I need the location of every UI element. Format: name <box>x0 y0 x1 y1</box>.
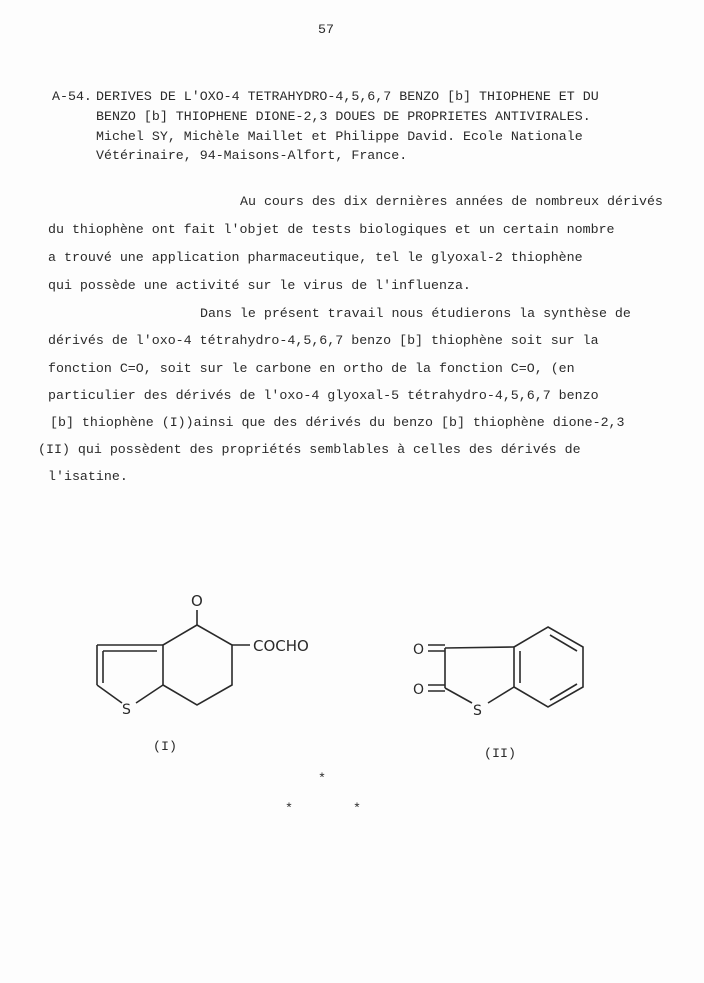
paragraph-line: (II) qui possèdent des propriétés semblables à celles des dérivés de <box>38 442 581 457</box>
structure-I-oxygen: O <box>191 592 203 610</box>
paragraph-line: du thiophène ont fait l'objet de tests biologiques et un certain nombre <box>48 222 615 237</box>
paragraph-line: qui possède une activité sur le virus de l'influenza. <box>48 278 471 293</box>
page-number: 57 <box>318 22 334 37</box>
structure-II-oxygen: O <box>413 642 425 658</box>
paragraph-line: [b] thiophène (I))ainsi que des dérivés du benzo [b] thiophène dione-2,3 <box>50 415 625 430</box>
abstract-title-line: DERIVES DE L'OXO-4 TETRAHYDRO-4,5,6,7 BENZO [b] THIOPHENE ET DU <box>96 89 599 104</box>
structure-I-substituent: COCHO <box>253 637 309 655</box>
separator-asterisk: * <box>318 771 326 786</box>
paragraph-line: fonction C=O, soit sur le carbone en ortho de la fonction C=O, (en <box>48 361 575 376</box>
structure-I-label: (I) <box>153 739 177 754</box>
paragraph-line: Au cours des dix dernières années de nombreux dérivés <box>240 194 663 209</box>
separator-asterisk: * <box>353 801 361 816</box>
paragraph-line: a trouvé une application pharmaceutique, tel le glyoxal-2 thiophène <box>48 250 583 265</box>
abstract-affiliation: Vétérinaire, 94-Maisons-Alfort, France. <box>96 148 408 163</box>
abstract-id: A-54. <box>52 89 92 104</box>
abstract-title-line: BENZO [b] THIOPHENE DIONE-2,3 DOUES DE PROPRIETES ANTIVIRALES. <box>96 109 591 124</box>
paragraph-line: l'isatine. <box>48 469 128 484</box>
separator-asterisk: * <box>285 801 293 816</box>
paragraph-line: particulier des dérivés de l'oxo-4 glyoxal-5 tétrahydro-4,5,6,7 benzo <box>48 388 599 403</box>
structure-II-oxygen: O <box>413 682 425 698</box>
structure-II <box>428 627 583 707</box>
paragraph-line: dérivés de l'oxo-4 tétrahydro-4,5,6,7 benzo [b] thiophène soit sur la <box>48 333 599 348</box>
structure-II-label: (II) <box>484 746 516 761</box>
structure-II-sulfur: S <box>473 703 482 719</box>
structure-I <box>97 610 250 705</box>
paragraph-line: Dans le présent travail nous étudierons la synthèse de <box>200 306 631 321</box>
abstract-authors: Michel SY, Michèle Maillet et Philippe David. Ecole Nationale <box>96 129 583 144</box>
structure-I-sulfur: S <box>122 702 131 718</box>
